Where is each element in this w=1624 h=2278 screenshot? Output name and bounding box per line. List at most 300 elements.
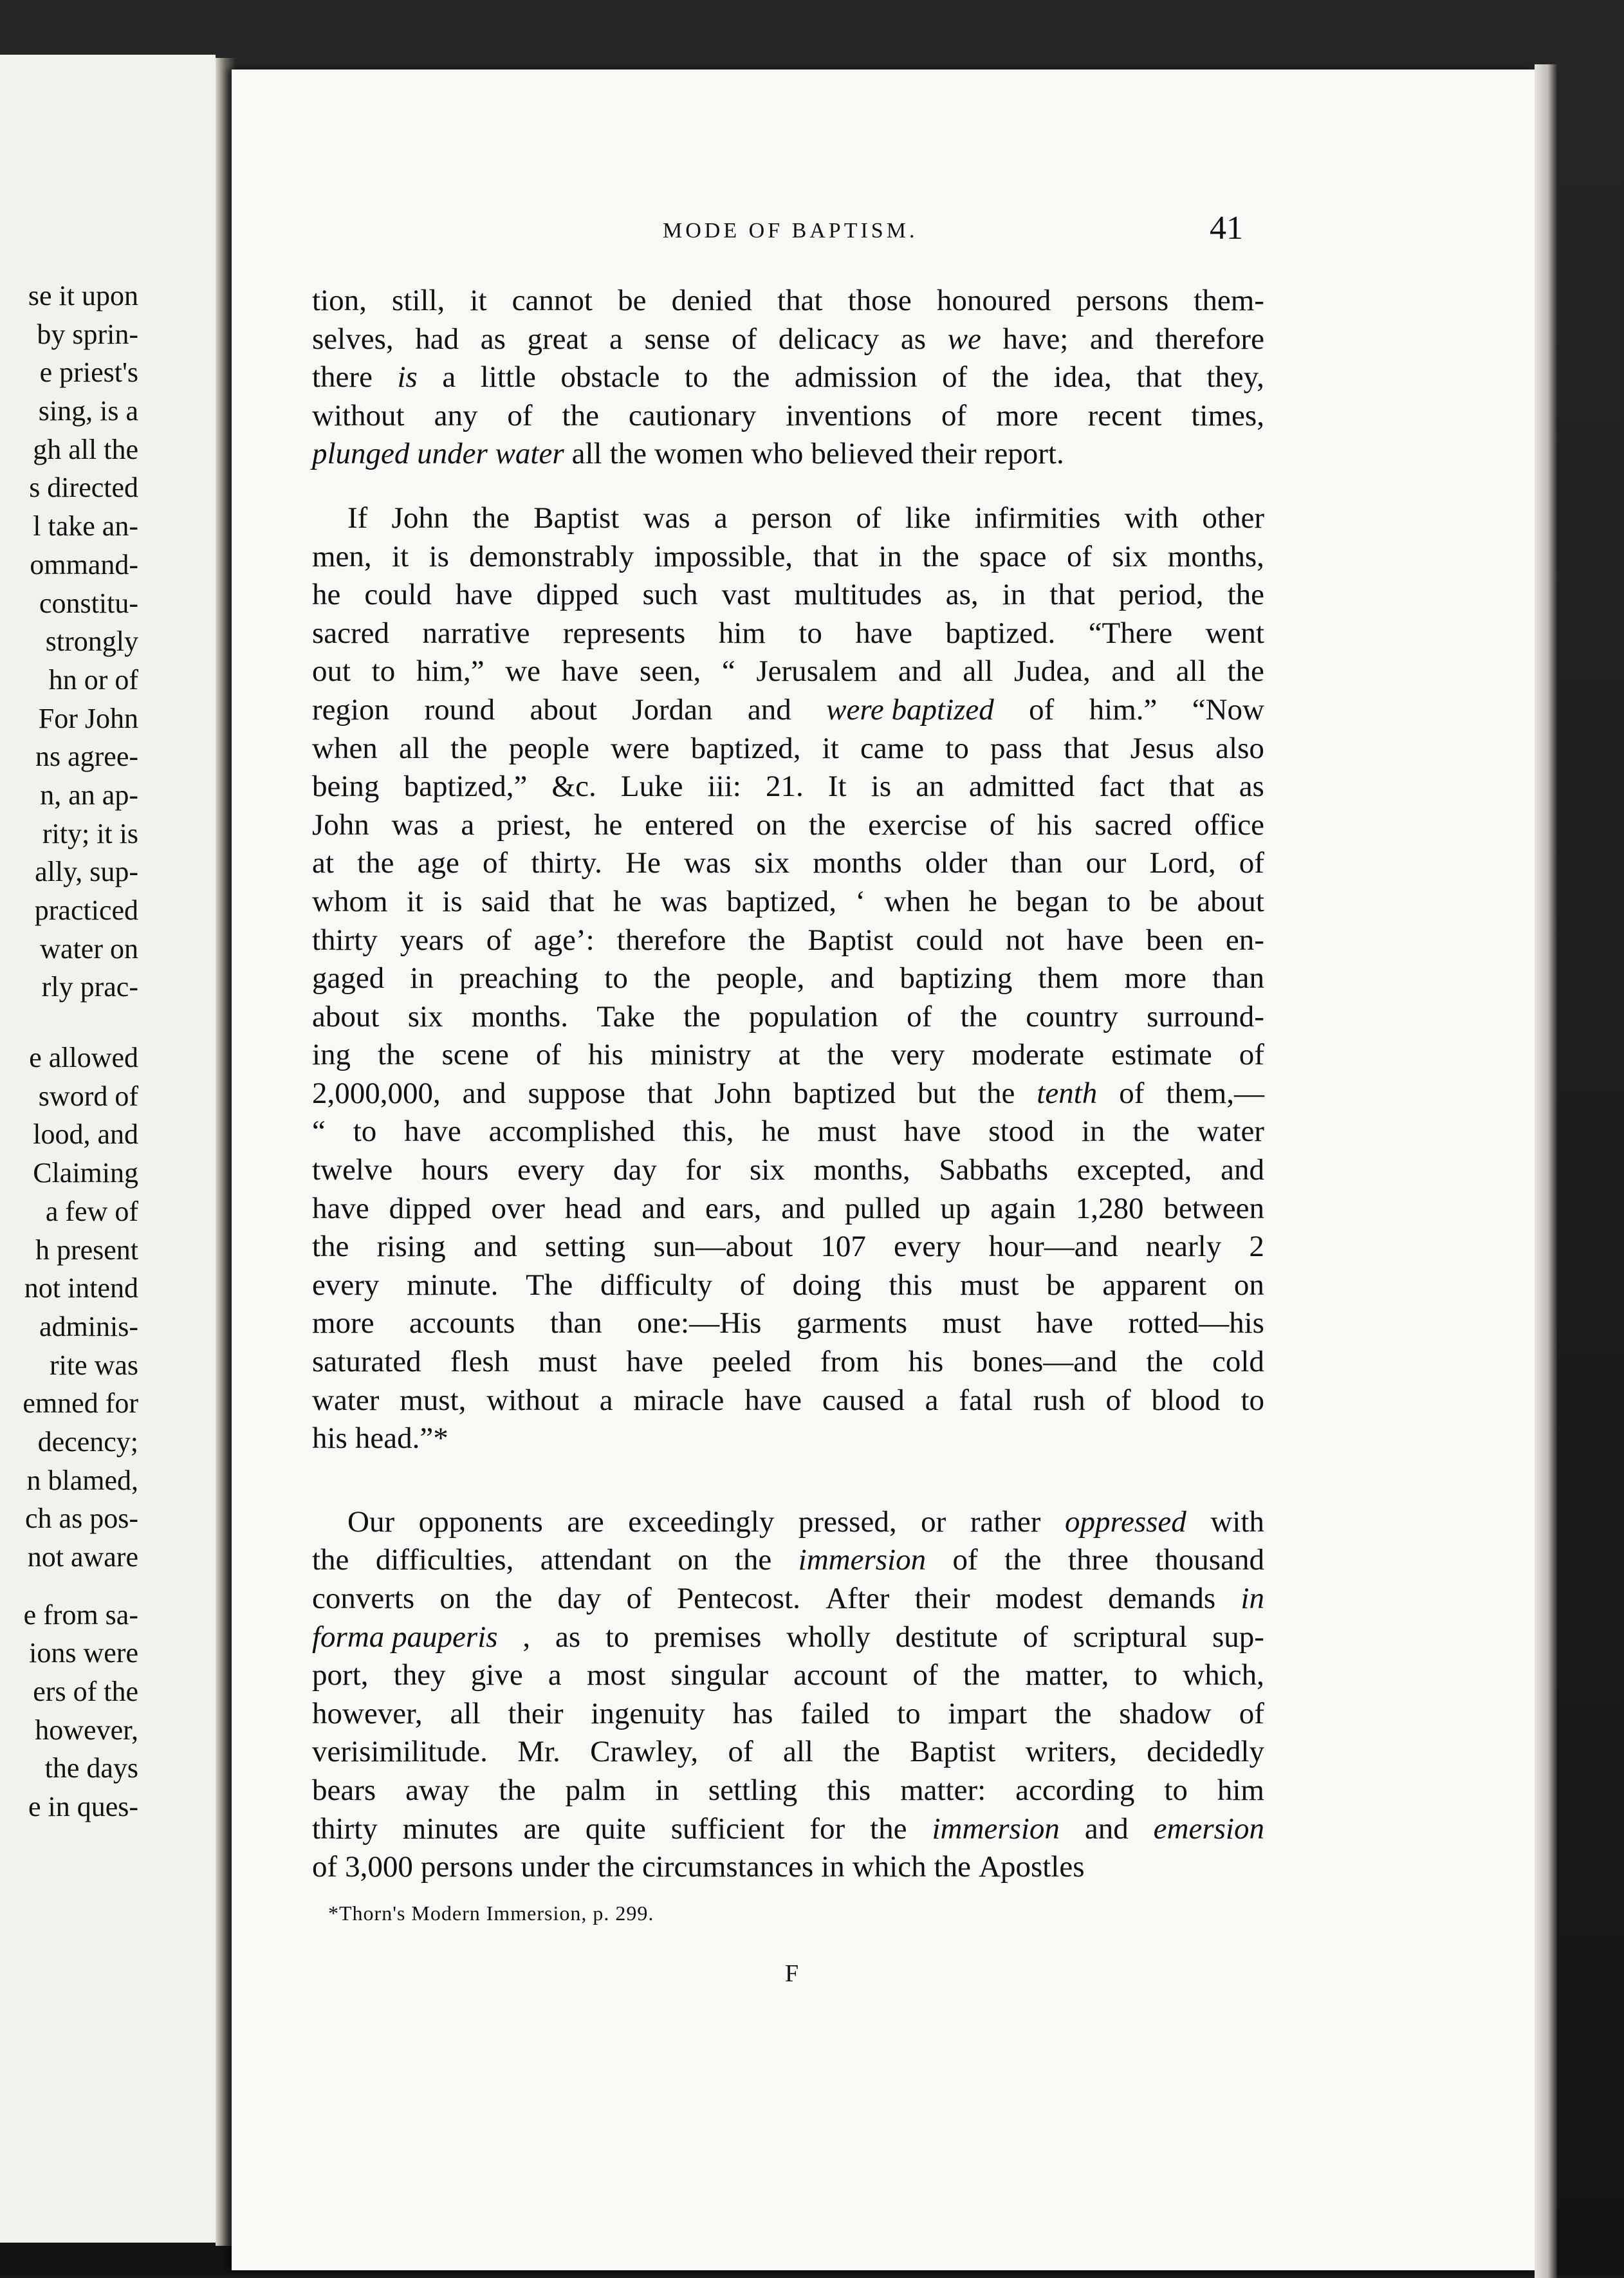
word: of bbox=[486, 923, 512, 957]
italic-phrase: we bbox=[947, 322, 981, 356]
word: have bbox=[455, 578, 513, 612]
word: more bbox=[312, 1306, 374, 1340]
word: demonstrably bbox=[469, 539, 634, 573]
text-line bbox=[312, 806, 1264, 845]
word: delicacy bbox=[778, 322, 880, 356]
italic-phrase: emersion bbox=[1153, 1811, 1264, 1846]
word: attendant bbox=[540, 1543, 652, 1577]
word: this bbox=[889, 1268, 933, 1302]
word: and bbox=[898, 654, 942, 689]
word: of bbox=[912, 1658, 938, 1692]
word: the bbox=[977, 1076, 1015, 1110]
word: be bbox=[1149, 884, 1179, 918]
word: under bbox=[521, 1850, 590, 1884]
left-page-line: a few of bbox=[45, 1195, 138, 1227]
word: doing bbox=[792, 1268, 862, 1302]
word: the bbox=[1227, 654, 1264, 689]
word: day bbox=[613, 1153, 657, 1187]
word: he bbox=[613, 884, 642, 918]
word: , bbox=[522, 1620, 531, 1654]
word: scene bbox=[441, 1038, 509, 1072]
word: have bbox=[1066, 923, 1124, 957]
word: but bbox=[918, 1076, 957, 1110]
word: 3,000 bbox=[345, 1850, 413, 1884]
word: baptized bbox=[793, 1076, 896, 1110]
word: settling bbox=[708, 1773, 798, 1807]
word: must bbox=[960, 1268, 1019, 1302]
word: of bbox=[1119, 1076, 1145, 1110]
word: the bbox=[748, 923, 786, 957]
word: a bbox=[599, 1383, 613, 1417]
word: multitudes bbox=[794, 578, 922, 612]
text-line bbox=[312, 499, 1264, 538]
word: the bbox=[597, 1850, 634, 1884]
word: to bbox=[945, 731, 969, 765]
word: him bbox=[718, 616, 766, 650]
word: scriptural bbox=[1073, 1620, 1188, 1654]
word: there bbox=[312, 360, 373, 394]
word: Baptist bbox=[807, 923, 894, 957]
word: “ bbox=[312, 1115, 326, 1149]
word: the bbox=[499, 1773, 536, 1807]
word: not bbox=[1005, 923, 1044, 957]
word: destitute bbox=[895, 1620, 998, 1654]
word: fact bbox=[1099, 770, 1145, 804]
word: to bbox=[1164, 1773, 1188, 1807]
word: hours bbox=[421, 1153, 489, 1187]
word: and bbox=[641, 1191, 686, 1225]
text-line bbox=[312, 959, 1264, 998]
word: must bbox=[817, 1115, 876, 1149]
word: with bbox=[1124, 501, 1179, 535]
word: to bbox=[684, 360, 708, 394]
word: thirty bbox=[312, 1811, 378, 1846]
word: and bbox=[473, 1230, 517, 1264]
word: be bbox=[618, 284, 647, 317]
word: people, bbox=[716, 961, 805, 995]
left-page-line: by sprin- bbox=[37, 318, 138, 350]
word: entered bbox=[645, 808, 734, 842]
left-page-line: h present bbox=[35, 1234, 138, 1266]
text-line bbox=[312, 1228, 1264, 1266]
page-edge bbox=[1535, 64, 1557, 2278]
word: that bbox=[549, 884, 595, 918]
word: writers, bbox=[1025, 1735, 1117, 1769]
word: in bbox=[821, 1850, 845, 1884]
left-page-line: For John bbox=[38, 702, 138, 734]
italic-phrase: oppressed bbox=[1064, 1505, 1186, 1539]
word: exceedingly bbox=[628, 1505, 775, 1539]
left-page-line: rity; it is bbox=[42, 817, 138, 849]
word: failed bbox=[800, 1696, 870, 1730]
word: were bbox=[611, 731, 670, 765]
word: thousand bbox=[1155, 1543, 1264, 1577]
word: a bbox=[609, 322, 623, 356]
word: people bbox=[508, 731, 589, 765]
word: accounts bbox=[409, 1306, 515, 1340]
word: Pentecost. bbox=[677, 1582, 800, 1615]
word: for bbox=[685, 1153, 721, 1187]
word: again bbox=[990, 1191, 1056, 1225]
word: ingenuity bbox=[591, 1696, 705, 1730]
word: garments bbox=[796, 1306, 908, 1340]
word: out bbox=[312, 654, 351, 689]
word: the bbox=[827, 1038, 864, 1072]
word: in bbox=[1081, 1115, 1105, 1149]
word: he bbox=[594, 808, 623, 842]
word: Baptist bbox=[910, 1735, 996, 1769]
word: a bbox=[548, 1658, 562, 1692]
word: baptized, bbox=[726, 884, 837, 918]
word: dipped bbox=[536, 578, 619, 612]
word: a bbox=[714, 501, 728, 535]
word: of bbox=[731, 322, 757, 356]
word: him,” bbox=[416, 654, 484, 689]
word: on bbox=[1233, 1268, 1264, 1302]
word: Judea, bbox=[1013, 654, 1091, 689]
text-line bbox=[312, 1618, 1264, 1657]
left-page-line: e priest's bbox=[39, 357, 138, 389]
word: water bbox=[1197, 1115, 1264, 1149]
word: than bbox=[1010, 846, 1063, 880]
word: verisimilitude. bbox=[312, 1735, 488, 1769]
word: on bbox=[439, 1582, 470, 1615]
left-page-line: adminis- bbox=[39, 1310, 138, 1342]
word: as bbox=[1239, 770, 1264, 804]
word: which bbox=[852, 1850, 927, 1884]
word: must bbox=[538, 1345, 597, 1379]
word: of bbox=[728, 1735, 753, 1769]
word: of bbox=[1239, 1696, 1264, 1730]
word: 2,000,000, bbox=[312, 1076, 441, 1110]
word: of bbox=[507, 398, 533, 432]
left-page-line: lood, and bbox=[33, 1118, 138, 1151]
word: age bbox=[417, 846, 459, 880]
word: months, bbox=[813, 1153, 910, 1187]
word: has bbox=[732, 1696, 773, 1730]
text-line bbox=[312, 1266, 1264, 1305]
word: to bbox=[1241, 1383, 1264, 1417]
text-line bbox=[312, 1113, 1264, 1151]
word: give bbox=[470, 1658, 523, 1692]
word: exercise bbox=[868, 808, 968, 842]
word: him bbox=[1217, 1773, 1264, 1807]
word: be bbox=[1046, 1268, 1075, 1302]
word: sufficient bbox=[670, 1811, 785, 1846]
word: setting bbox=[544, 1230, 626, 1264]
word: 2 bbox=[1249, 1230, 1264, 1264]
text-line bbox=[312, 730, 1264, 768]
word: “Now bbox=[1192, 692, 1264, 727]
word: at bbox=[778, 1038, 800, 1072]
word: all bbox=[398, 731, 429, 765]
word: it bbox=[406, 884, 423, 918]
word: region bbox=[312, 692, 390, 727]
left-page-line: n, an ap- bbox=[40, 779, 138, 811]
left-page-line: not aware bbox=[27, 1541, 138, 1573]
word: therefore bbox=[1155, 322, 1264, 356]
word: John bbox=[714, 1076, 771, 1110]
word: and bbox=[462, 1076, 506, 1110]
word: cold bbox=[1212, 1345, 1264, 1379]
word: the bbox=[808, 808, 846, 842]
italic-phrase: immersion bbox=[798, 1543, 927, 1577]
word: the bbox=[1055, 1696, 1092, 1730]
word: said bbox=[481, 884, 530, 918]
text-line bbox=[312, 1420, 1264, 1458]
word: have bbox=[855, 616, 912, 650]
word: are bbox=[523, 1811, 560, 1846]
word: admission bbox=[794, 360, 918, 394]
left-page-line: ommand- bbox=[30, 548, 138, 580]
word: water bbox=[312, 1383, 380, 1417]
word: all bbox=[782, 1735, 813, 1769]
word: their bbox=[914, 1582, 970, 1615]
left-page-line: practiced bbox=[34, 894, 138, 926]
word: modest bbox=[995, 1582, 1083, 1615]
text-line bbox=[312, 883, 1264, 921]
word: 21. bbox=[766, 770, 804, 804]
italic-phrase: plunged under water bbox=[312, 437, 564, 471]
text-line bbox=[312, 1541, 1264, 1580]
word: to bbox=[1134, 1658, 1158, 1692]
word: tion, bbox=[312, 284, 367, 317]
text-line bbox=[312, 1190, 1264, 1228]
word: account bbox=[793, 1658, 888, 1692]
word: without bbox=[312, 398, 405, 432]
word: the bbox=[963, 1658, 1001, 1692]
word: of bbox=[739, 1268, 765, 1302]
word: is bbox=[442, 884, 463, 918]
text-line bbox=[312, 1304, 1264, 1343]
word: six bbox=[754, 846, 790, 880]
word: when bbox=[884, 884, 950, 918]
word: decidedly bbox=[1147, 1735, 1264, 1769]
word: on bbox=[756, 808, 787, 842]
word: and bbox=[781, 1191, 826, 1225]
signature-mark: F bbox=[785, 1960, 799, 1987]
word: men, bbox=[312, 539, 372, 573]
word: John bbox=[391, 501, 449, 535]
left-page-line: however, bbox=[35, 1714, 138, 1746]
word: obstacle bbox=[560, 360, 660, 394]
left-page-line: e in ques- bbox=[28, 1791, 138, 1823]
word: of bbox=[942, 360, 968, 394]
word: rush bbox=[1033, 1383, 1085, 1417]
word: iii: bbox=[707, 770, 741, 804]
word: ears, bbox=[705, 1191, 762, 1225]
word: Sabbaths bbox=[939, 1153, 1049, 1187]
word: believed bbox=[811, 437, 914, 471]
word: the bbox=[1004, 1543, 1042, 1577]
word: en- bbox=[1225, 923, 1264, 957]
word: pass bbox=[990, 731, 1042, 765]
word: at bbox=[312, 846, 334, 880]
word: dipped bbox=[389, 1191, 472, 1225]
word: it bbox=[392, 539, 409, 573]
left-page-line: se it upon bbox=[28, 280, 138, 311]
left-page-text bbox=[0, 277, 138, 1826]
word: that bbox=[1169, 770, 1215, 804]
word: and bbox=[1084, 1811, 1129, 1846]
word: hour—and bbox=[988, 1230, 1118, 1264]
word: blood bbox=[1151, 1383, 1221, 1417]
word: day bbox=[557, 1582, 602, 1615]
word: the bbox=[1227, 578, 1264, 612]
word: as bbox=[900, 322, 927, 356]
text-line bbox=[312, 1343, 1264, 1382]
word: miracle bbox=[633, 1383, 724, 1417]
word: them,— bbox=[1166, 1076, 1264, 1110]
word: infirmities bbox=[974, 501, 1101, 535]
left-page-line: water on bbox=[40, 932, 138, 965]
left-page-line: emned for bbox=[23, 1387, 138, 1420]
word: up bbox=[940, 1191, 971, 1225]
word: circumstances bbox=[641, 1850, 814, 1884]
word: a bbox=[461, 808, 475, 842]
word: an bbox=[916, 770, 945, 804]
word: his bbox=[1037, 808, 1073, 842]
word: to bbox=[1107, 884, 1131, 918]
word: that bbox=[777, 284, 823, 317]
text-line bbox=[312, 576, 1264, 615]
word: round bbox=[424, 692, 495, 727]
word: the bbox=[960, 999, 998, 1033]
word: Lord, bbox=[1149, 846, 1216, 880]
word: went bbox=[1205, 616, 1264, 650]
word: Our bbox=[347, 1505, 395, 1539]
word: bones—and bbox=[972, 1345, 1118, 1379]
word: all bbox=[450, 1696, 481, 1730]
word: rather bbox=[970, 1505, 1041, 1539]
word: we bbox=[505, 654, 540, 689]
word: have bbox=[903, 1115, 961, 1149]
left-facing-page bbox=[0, 55, 216, 2243]
word: of bbox=[1105, 1383, 1131, 1417]
word: as bbox=[555, 1620, 581, 1654]
word: on bbox=[678, 1543, 708, 1577]
word: the bbox=[378, 1038, 415, 1072]
word: admitted bbox=[968, 770, 1075, 804]
word: surround- bbox=[1147, 999, 1264, 1033]
left-page-line: the days bbox=[44, 1752, 138, 1784]
word: “There bbox=[1088, 616, 1173, 650]
word: them bbox=[1038, 961, 1099, 995]
left-page-line: ally, sup- bbox=[35, 856, 138, 888]
word: matter, bbox=[1025, 1658, 1109, 1692]
word: also bbox=[1215, 731, 1264, 765]
left-page-line: e allowed bbox=[29, 1042, 138, 1074]
left-page-line: Claiming bbox=[33, 1157, 138, 1189]
word: minute. bbox=[407, 1268, 499, 1302]
word: from bbox=[820, 1345, 880, 1379]
word: years bbox=[400, 923, 464, 957]
word: being bbox=[312, 770, 380, 804]
word: have bbox=[312, 1191, 369, 1225]
word: Crawley, bbox=[590, 1735, 699, 1769]
word: those bbox=[847, 284, 912, 317]
word: the bbox=[653, 961, 691, 995]
word: It bbox=[827, 770, 847, 804]
word: cautionary bbox=[628, 398, 757, 432]
word: &c. bbox=[551, 770, 596, 804]
text-line bbox=[312, 921, 1264, 960]
left-page-line: rly prac- bbox=[41, 971, 138, 1003]
word: head bbox=[564, 1191, 622, 1225]
word: recent bbox=[1087, 398, 1162, 432]
word: period, bbox=[1118, 578, 1204, 612]
word: began bbox=[1016, 884, 1089, 918]
word: priest, bbox=[497, 808, 572, 842]
word: months. bbox=[471, 999, 568, 1033]
word: have bbox=[1036, 1306, 1094, 1340]
word: the bbox=[450, 731, 488, 765]
word: person bbox=[752, 501, 833, 535]
word: months, bbox=[1167, 539, 1264, 573]
word: port, bbox=[312, 1658, 369, 1692]
left-page-line: sing, is a bbox=[38, 395, 138, 427]
word: their bbox=[921, 437, 977, 471]
text-line bbox=[312, 615, 1264, 653]
word: our bbox=[1085, 846, 1127, 880]
word: must bbox=[942, 1306, 1001, 1340]
word: of bbox=[312, 1850, 338, 1884]
word: denied bbox=[671, 284, 752, 317]
word: sense bbox=[644, 322, 710, 356]
text-line bbox=[312, 1848, 1264, 1887]
word: older bbox=[925, 846, 988, 880]
word: baptized, bbox=[690, 731, 801, 765]
text-line bbox=[312, 768, 1264, 806]
word: and bbox=[1089, 322, 1134, 356]
word: about bbox=[312, 999, 380, 1033]
word: flesh bbox=[450, 1345, 510, 1379]
word: still, bbox=[392, 284, 445, 317]
word: came bbox=[860, 731, 925, 765]
word: and bbox=[830, 961, 874, 995]
word: in bbox=[878, 539, 902, 573]
left-page-line: not intend bbox=[24, 1272, 138, 1304]
word: a bbox=[925, 1383, 939, 1417]
word: as, bbox=[945, 578, 979, 612]
word: great bbox=[527, 322, 588, 356]
word: matter: bbox=[900, 1773, 986, 1807]
text-line bbox=[312, 1075, 1264, 1113]
word: very bbox=[890, 1038, 945, 1072]
word: that bbox=[813, 539, 858, 573]
word: nearly bbox=[1145, 1230, 1222, 1264]
text-line bbox=[312, 397, 1264, 436]
word: of bbox=[1239, 1038, 1264, 1072]
word: have; bbox=[1002, 322, 1069, 356]
word: minutes bbox=[402, 1811, 499, 1846]
word: than bbox=[1212, 961, 1264, 995]
left-page-line: constitu- bbox=[39, 587, 138, 619]
word: age’: bbox=[533, 923, 595, 957]
word: converts bbox=[312, 1582, 415, 1615]
word: shadow bbox=[1119, 1696, 1212, 1730]
footnote: *Thorn's Modern Immersion, p. 299. bbox=[328, 1902, 654, 1925]
word: cannot bbox=[512, 284, 593, 317]
word: sacred bbox=[312, 616, 390, 650]
left-page-line: ch as pos- bbox=[25, 1503, 138, 1535]
text-line bbox=[312, 1656, 1264, 1695]
word: estimate bbox=[1111, 1038, 1212, 1072]
page-number: 41 bbox=[1210, 210, 1243, 246]
left-page-line: ers of the bbox=[33, 1676, 138, 1708]
word: fatal bbox=[959, 1383, 1013, 1417]
body-text bbox=[312, 282, 1264, 1887]
